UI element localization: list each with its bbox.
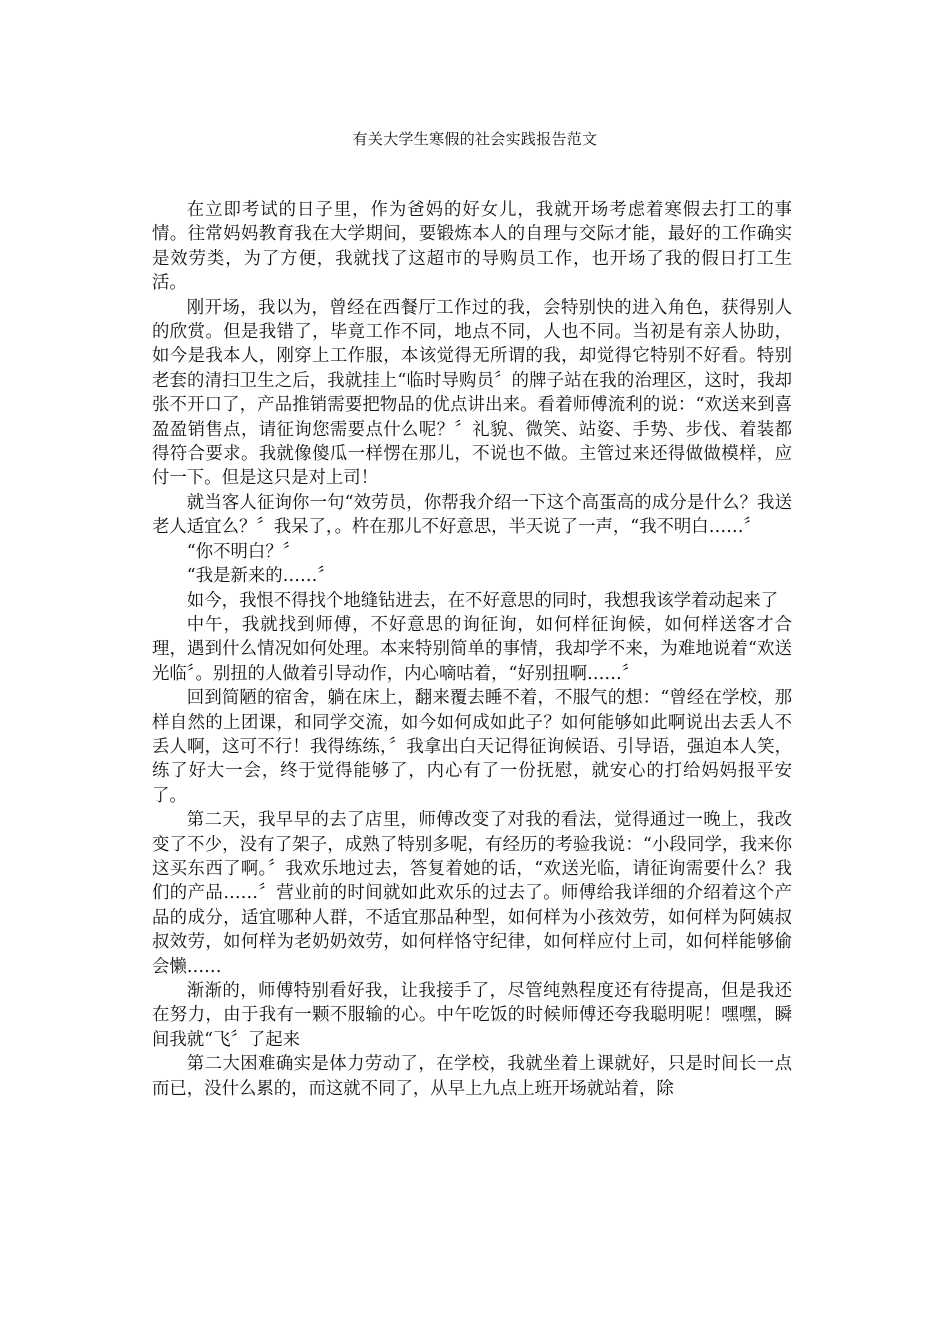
paragraph: 渐渐的，师傅特别看好我，让我接手了，尽管纯熟程度还有待提高，但是我还在努力，由于我有一颗不服输的心。中午吃饭的时候师傅还夸我聪明呢！嘿嘿，瞬间我就“飞〞了起来 <box>152 981 792 1050</box>
paragraph: 回到简陋的宿舍，躺在床上，翻来覆去睡不着，不服气的想：“曾经在学校，那样自然的上团课，和同学交流，如今如何成如此子？如何能够如此啊说出去丢人不丢人啊，这可不行！我得练练，〞我拿出白天记得征询候语、引导语，强迫本人笑，练了好大一会，终于觉得能够了，内心有了一份抚慰，就安心的打给妈妈报平安了。 <box>152 688 792 806</box>
document-body <box>152 198 792 1101</box>
document-title: 有关大学生寒假的社会实践报告范文 <box>352 130 598 148</box>
paragraph: “我是新来的……〞 <box>186 566 335 587</box>
paragraph: 就当客人征询你一句“效劳员，你帮我介绍一下这个高蛋高的成分是什么？我送老人适宜么？〞我呆了，。杵在那儿不好意思，半天说了一声，“我不明白……〞 <box>152 492 792 538</box>
paragraph: 中午，我就找到师傅，不好意思的询征询，如何样征询候，如何样送客才合理，遇到什么情况如何处理。本来特别简单的事情，我却学不来，为难地说着“欢送光临〞。别扭的人做着引导动作，内心嘀咕着，“好别扭啊……〞 <box>152 614 792 684</box>
paragraph: 第二大困难确实是体力劳动了，在学校，我就坐着上课就好，只是时间长一点而已，没什么累的，而这就不同了，从早上九点上班开场就站着，除 <box>152 1054 792 1099</box>
paragraph: 第二天，我早早的去了店里，师傅改变了对我的看法，觉得通过一晚上，我改变了不少，没有了架子，成熟了特别多呢，有经历的考验我说：“小段同学，我来你这买东西了啊。〞我欢乐地过去，答复着她的话，“欢送光临，请征询需要什么？我们的产品……〞营业前的时间就如此欢乐的过去了。师傅给我详细的介绍着这个产品的成分，适宜哪种人群，不适宜那品种型，如何样为小孩效劳，如何样为阿姨叔叔效劳，如何样为老奶奶效劳，如何样恪守纪律，如何样应付上司，如何样能够偷会懒…… <box>152 810 792 977</box>
paragraph: “你不明白？〞 <box>186 541 301 562</box>
paragraph: 在立即考试的日子里，作为爸妈的好女儿，我就开场考虑着寒假去打工的事情。往常妈妈教育我在大学期间，要锻炼本人的自理与交际才能，最好的工作确实是效劳类，为了方便，我就找了这超市的导购员工作，也开场了我的假日打工生活。 <box>152 200 792 294</box>
paragraph: 刚开场，我以为，曾经在西餐厅工作过的我，会特别快的进入角色，获得别人的欣赏。但是我错了，毕竟工作不同，地点不同，人也不同。当初是有亲人协助，如今是我本人，刚穿上工作服，本该觉得无所谓的我，却觉得它特别不好看。特别老套的清扫卫生之后，我就挂上“临时导购员〞的牌子站在我的治理区，这时，我却张不开口了，产品推销需要把物品的优点讲出来。看着师傅流利的说：“欢送来到喜盈盈销售点，请征询您需要点什么呢？〞礼貌、微笑、站姿、手势、步伐、着装都得符合要求。我就像傻瓜一样愣在那儿，不说也不做。主管过来还得做做模样，应付一下。但是这只是对上司！ <box>152 297 792 489</box>
paragraph: 如今，我恨不得找个地缝钻进去，在不好意思的同时，我想我该学着动起来了 <box>186 590 779 611</box>
